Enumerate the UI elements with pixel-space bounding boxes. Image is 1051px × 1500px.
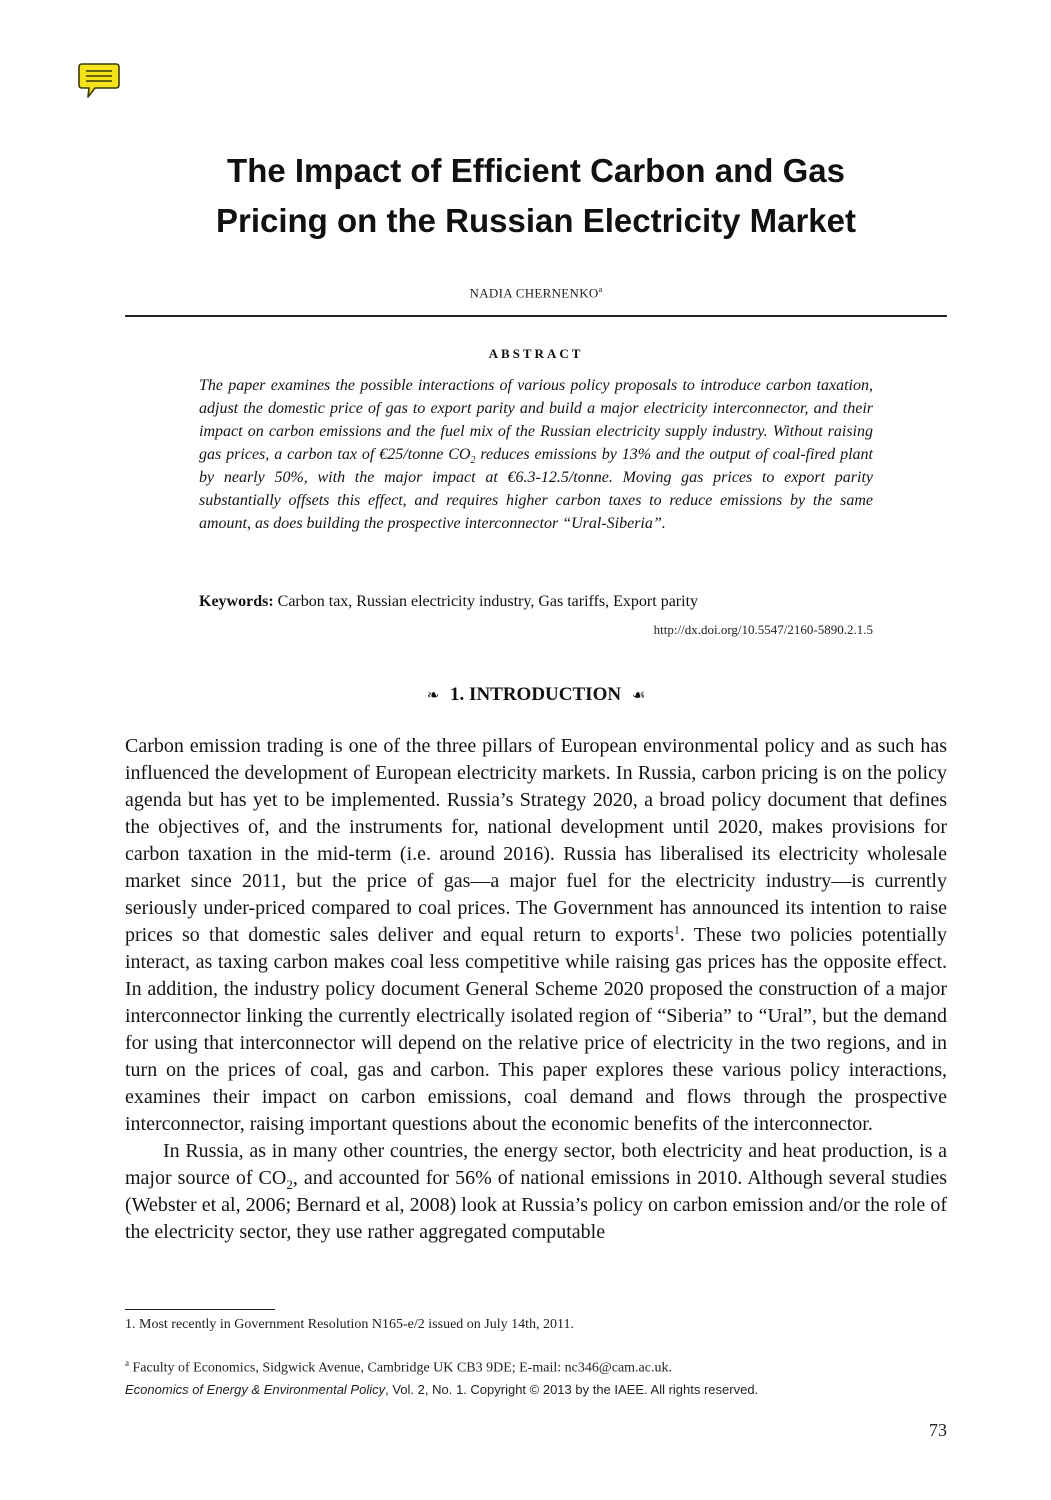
paragraph-2-part-b: , and accounted for 56% of national emissions in 2010. Although several studies (Webster et al, 2006; Bernard et al, 2008) look at Russia’s policy on carbon emission and/or the role of the electricity sector, they use rather aggregated computable — [125, 1167, 947, 1243]
ornament-right-icon: ☙ — [631, 688, 646, 704]
section-title: 1. INTRODUCTION — [450, 684, 622, 705]
keywords-list: Carbon tax, Russian electricity industry, Gas tariffs, Export parity — [277, 593, 699, 610]
affiliation-text: Faculty of Economics, Sidgwick Avenue, Cambridge UK CB3 9DE; E-mail: nc346@cam.ac.uk. — [129, 1360, 672, 1376]
keywords-label: Keywords: — [199, 593, 274, 610]
abstract-co2-subscript: 2 — [470, 455, 476, 467]
journal-citation — [125, 1382, 947, 1397]
paragraph-2-part-a: In Russia, as in many other countries, the energy sector, both electricity and heat production, is a major source of CO — [125, 1140, 947, 1189]
affiliation — [125, 1358, 947, 1377]
footnote-ref-1[interactable]: 1 — [673, 922, 680, 937]
comment-note-icon[interactable] — [77, 61, 121, 101]
paragraph-1-part-a: Carbon emission trading is one of the three pillars of European environmental policy and as such has influenced the development of European electricity markets. In Russia, carbon pricing is on the policy agenda but has yet to be implemented. Russia’s Strategy 2020, a broad policy document that defines the objectives of, and the instruments for, national development until 2020, makes provisions for carbon taxation in the mid-term (i.e. around 2016). Russia has liberalised its electricity wholesale market since 2011, but the price of gas—a major fuel for the electricity industry—is currently seriously under-priced compared to coal prices. The Government has announced its intention to raise prices so that domestic sales deliver and equal return to exports — [125, 735, 947, 946]
header-rule — [125, 315, 947, 317]
footnote-rule — [125, 1309, 275, 1310]
journal-name: Economics of Energy & Environmental Policy — [125, 1382, 386, 1397]
paragraph-1 — [125, 733, 947, 1138]
paragraph-2 — [125, 1138, 947, 1246]
section-heading — [125, 684, 947, 706]
page-number: 73 — [929, 1420, 947, 1440]
author-name: NADIA CHERNENKO — [469, 285, 599, 301]
journal-details: , Vol. 2, No. 1. Copyright © 2013 by the IAEE. All rights reserved. — [385, 1382, 759, 1397]
ornament-left-icon: ❧ — [426, 688, 440, 704]
paper-title — [125, 146, 947, 246]
doi-link[interactable]: http://dx.doi.org/10.5547/2160-5890.2.1.5 — [653, 622, 873, 637]
abstract-heading: ABSTRACT — [488, 346, 584, 361]
paragraph-1-part-b: . These two policies potentially interact, as taxing carbon makes coal less competitive while raising gas prices has the opposite effect. In addition, the industry policy document General Scheme 2020 proposed the construction of a major interconnector linking the currently electrically isolated region of “Siberia” to “Ural”, but the demand for using that interconnector will depend on the relative price of electricity in the two regions, and in turn on the prices of coal, gas and carbon. This paper explores these various policy interactions, examines their impact on carbon emissions, coal demand and flows through the prospective interconnector, raising important questions about the economic benefits of the interconnector. — [125, 924, 947, 1135]
title-line-1: The Impact of Efficient Carbon and Gas — [227, 152, 845, 189]
co2-subscript: 2 — [286, 1177, 293, 1192]
abstract-text — [199, 374, 873, 535]
author-affiliation-mark: a — [598, 285, 603, 294]
affiliation-mark: a — [125, 1358, 129, 1368]
footnote-1: 1. Most recently in Government Resolution N165-e/2 issued on July 14th, 2011. — [125, 1317, 574, 1332]
abstract-part-1: The paper examines the possible interactions of various policy proposals to introduce carbon taxation, adjust the domestic price of gas to export parity and build a major electricity interconnector, and their impact on carbon emissions and the fuel mix of the Russian electricity supply industry. Without raising gas prices, a carbon tax of €25/tonne CO — [199, 377, 873, 463]
title-line-2: Pricing on the Russian Electricity Market — [215, 202, 857, 239]
abstract-part-2: reduces emissions by 13% and the output of coal-fired plant by nearly 50%, with the major impact at €6.3-12.5/tonne. Moving gas prices to export parity substantially offsets this effect, and requires higher carbon taxes to reduce emissions by the same amount, as does building the prospective interconnector “Ural-Siberia”. — [199, 446, 873, 532]
author-line — [125, 285, 947, 301]
keywords — [199, 591, 873, 613]
body-text — [125, 733, 947, 1246]
